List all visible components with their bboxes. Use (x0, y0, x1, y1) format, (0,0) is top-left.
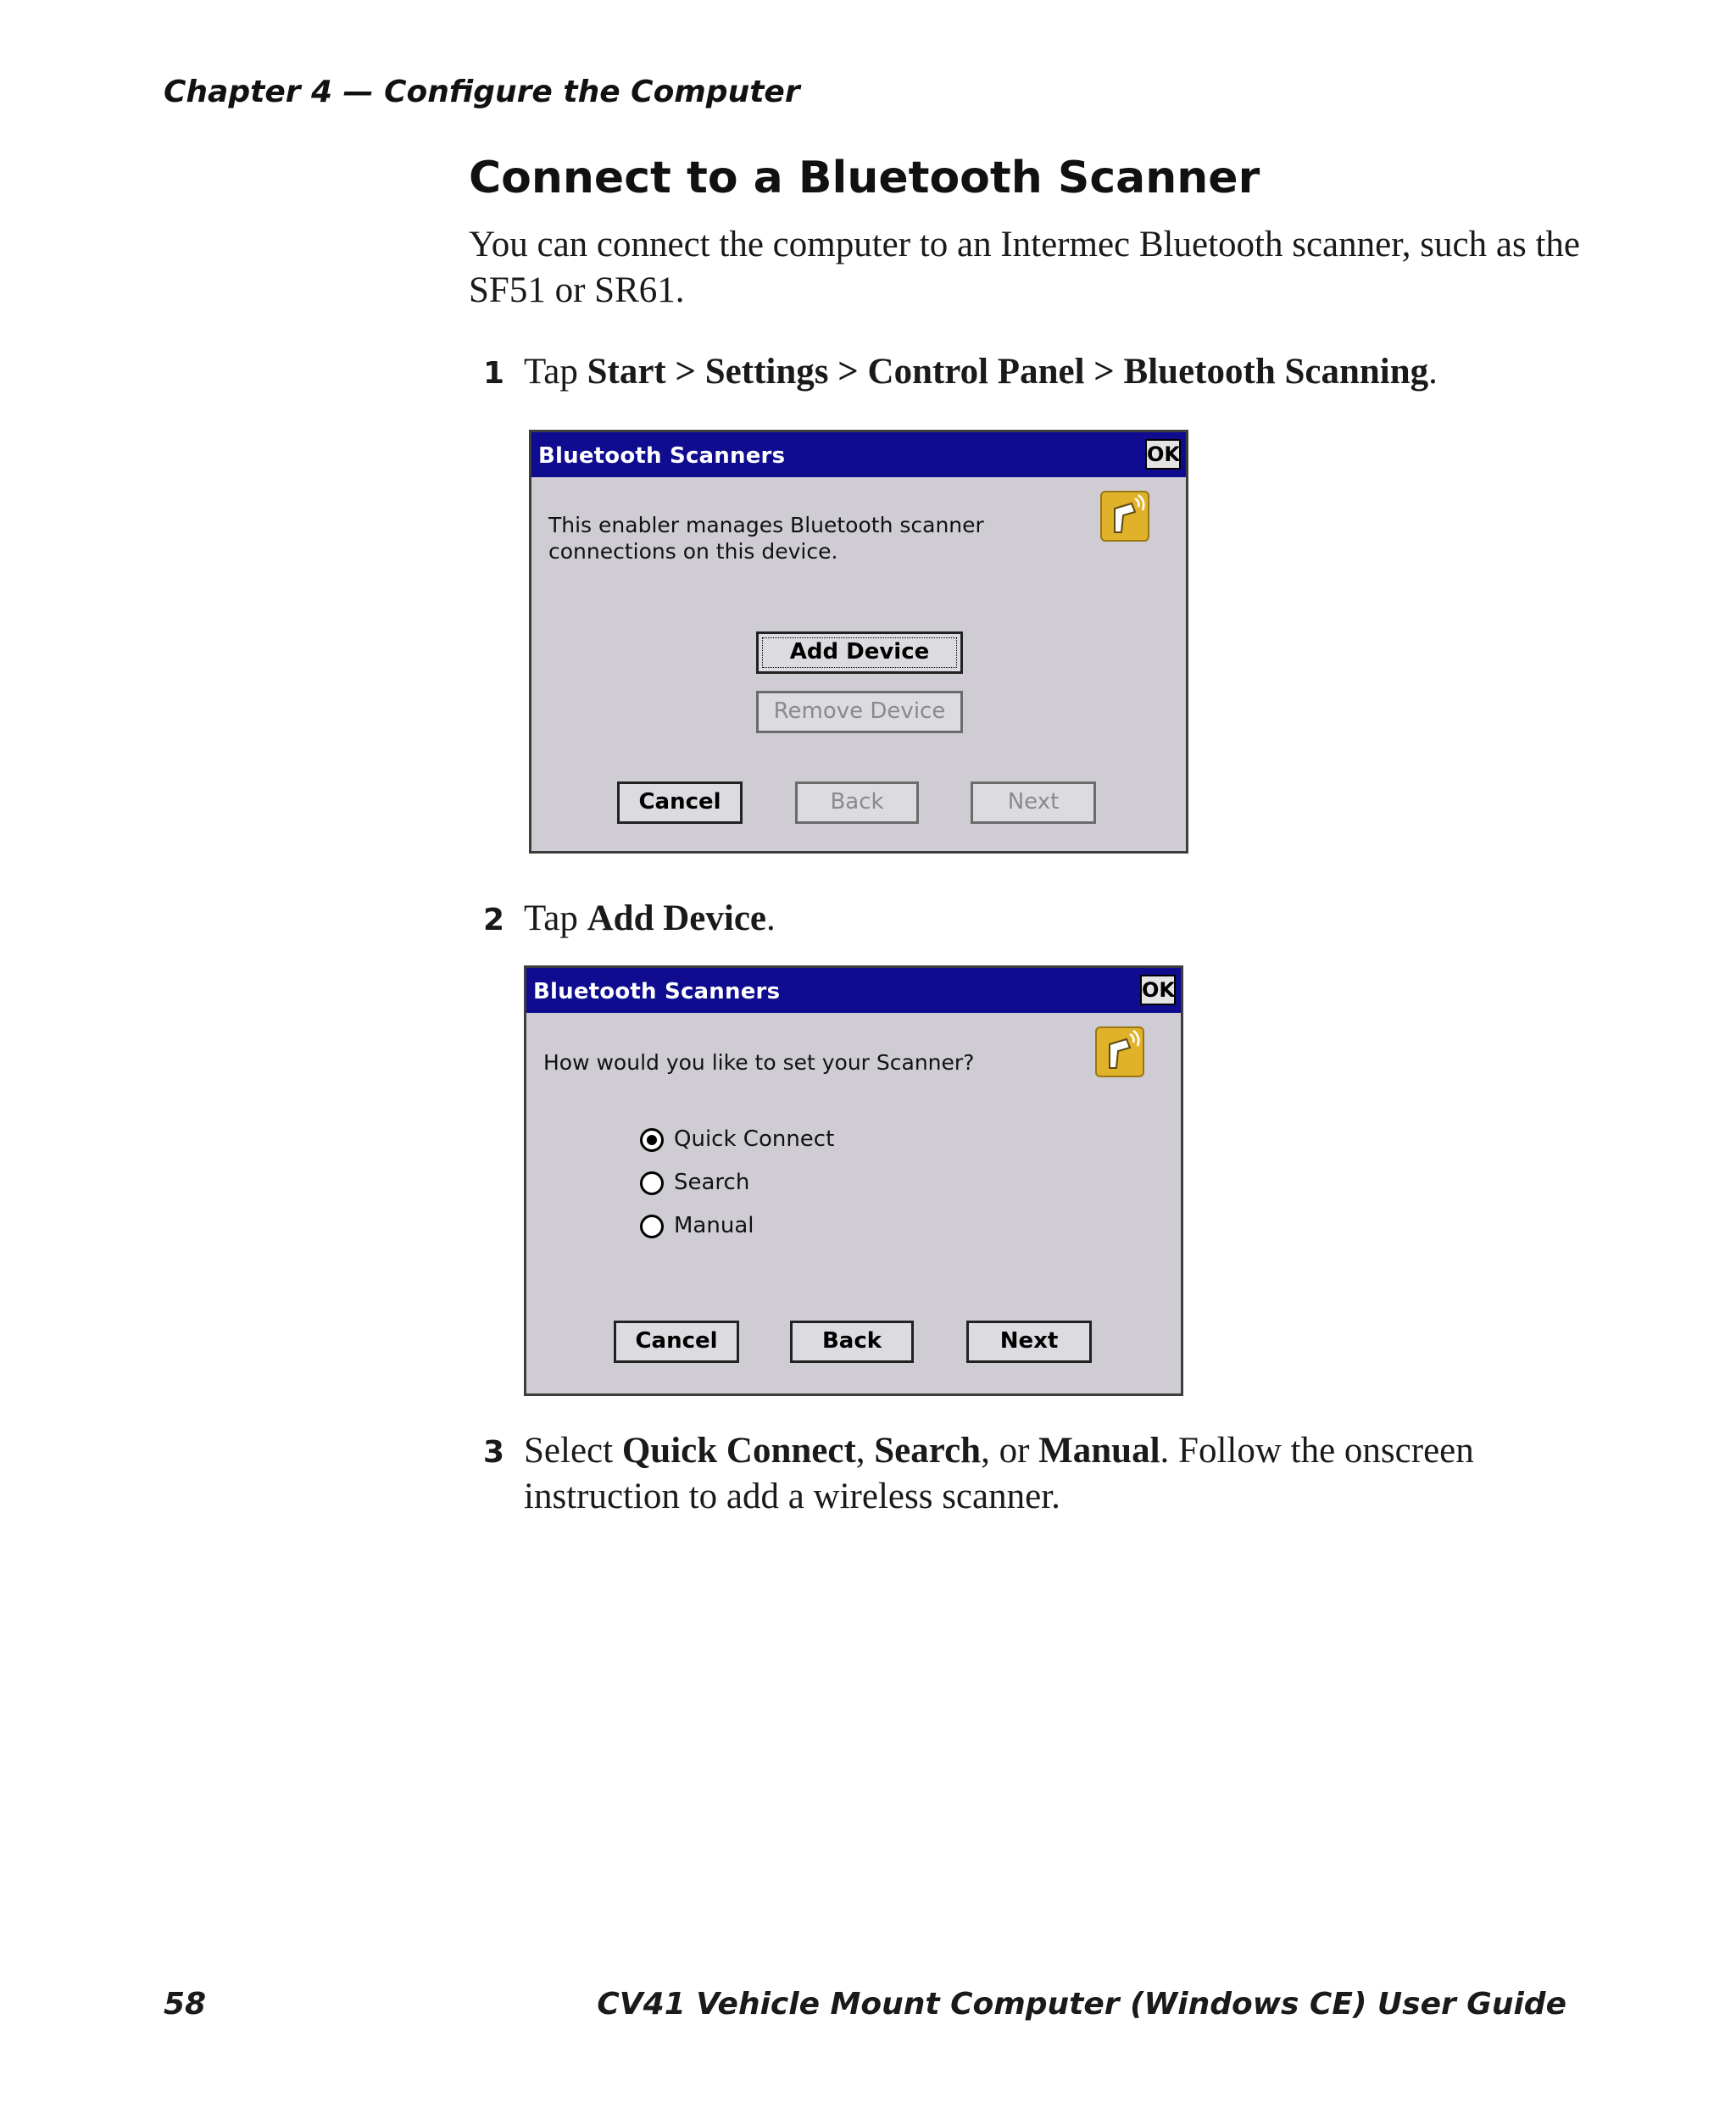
add-device-label: Add Device (587, 898, 766, 938)
step-text: , or (981, 1431, 1039, 1471)
radio-label: Search (674, 1170, 750, 1195)
menu-path-bluetooth-scanning: Bluetooth Scanning (1123, 352, 1429, 392)
step-number: 2 (483, 903, 505, 937)
section-title: Connect to a Bluetooth Scanner (469, 153, 1260, 203)
dialog-question: How would you like to set your Scanner? (543, 1050, 975, 1075)
cancel-button[interactable]: Cancel (617, 781, 743, 824)
step-2 (483, 896, 1585, 943)
radio-button[interactable] (640, 1171, 664, 1195)
page-number: 58 (164, 1987, 207, 2022)
search-label: Search (874, 1431, 982, 1471)
step-number: 1 (483, 356, 505, 391)
book-title: CV41 Vehicle Mount Computer (Windows CE) User Guide (597, 1987, 1566, 2022)
menu-path-settings: Settings (704, 352, 829, 392)
dialog-title: Bluetooth Scanners (538, 443, 786, 469)
bluetooth-scanners-dialog-1 (529, 430, 1188, 854)
back-button[interactable]: Back (790, 1321, 914, 1363)
step-text: . Follow the onscreen instruction to add a wireless scanner. (524, 1431, 1474, 1516)
scanner-icon (1099, 490, 1150, 542)
ok-button[interactable]: OK (1145, 439, 1181, 470)
manual-label: Manual (1038, 1431, 1160, 1471)
radio-button-selected[interactable] (640, 1128, 664, 1152)
step-text: Tap (524, 352, 587, 392)
intro-paragraph: You can connect the computer to an Intermec Bluetooth scanner, such as the SF51 or SR61. (469, 225, 1580, 310)
step-text: Select (524, 1431, 622, 1471)
step-text: . (766, 898, 776, 938)
path-separator: > (1084, 352, 1124, 392)
dialog-titlebar (526, 968, 1181, 1013)
add-device-button[interactable]: Add Device (756, 631, 963, 674)
path-separator: > (665, 352, 705, 392)
dialog-message: This enabler manages Bluetooth scanner connections on this device. (548, 513, 984, 564)
ok-button[interactable]: OK (1140, 975, 1176, 1005)
bluetooth-scanners-dialog-2 (524, 965, 1183, 1396)
step-3 (483, 1428, 1585, 1520)
menu-path-start: Start (587, 352, 666, 392)
radio-label: Manual (674, 1213, 754, 1238)
step-1 (483, 349, 1585, 397)
path-separator: > (828, 352, 868, 392)
next-button[interactable]: Next (971, 781, 1096, 824)
remove-device-button[interactable]: Remove Device (756, 691, 963, 733)
radio-button[interactable] (640, 1215, 664, 1238)
next-button[interactable]: Next (966, 1321, 1092, 1363)
back-button[interactable]: Back (795, 781, 919, 824)
radio-label: Quick Connect (674, 1126, 835, 1152)
cancel-button[interactable]: Cancel (614, 1321, 739, 1363)
dialog-title: Bluetooth Scanners (533, 979, 781, 1004)
menu-path-control-panel: Control Panel (867, 352, 1085, 392)
dialog-titlebar (531, 432, 1186, 477)
step-number: 3 (483, 1435, 505, 1470)
running-head: Chapter 4 — Configure the Computer (164, 75, 800, 109)
step-text: . (1428, 352, 1438, 392)
step-text: , (855, 1431, 875, 1471)
step-text: Tap (524, 898, 587, 938)
scanner-icon (1094, 1026, 1145, 1078)
quick-connect-label: Quick Connect (621, 1431, 856, 1471)
